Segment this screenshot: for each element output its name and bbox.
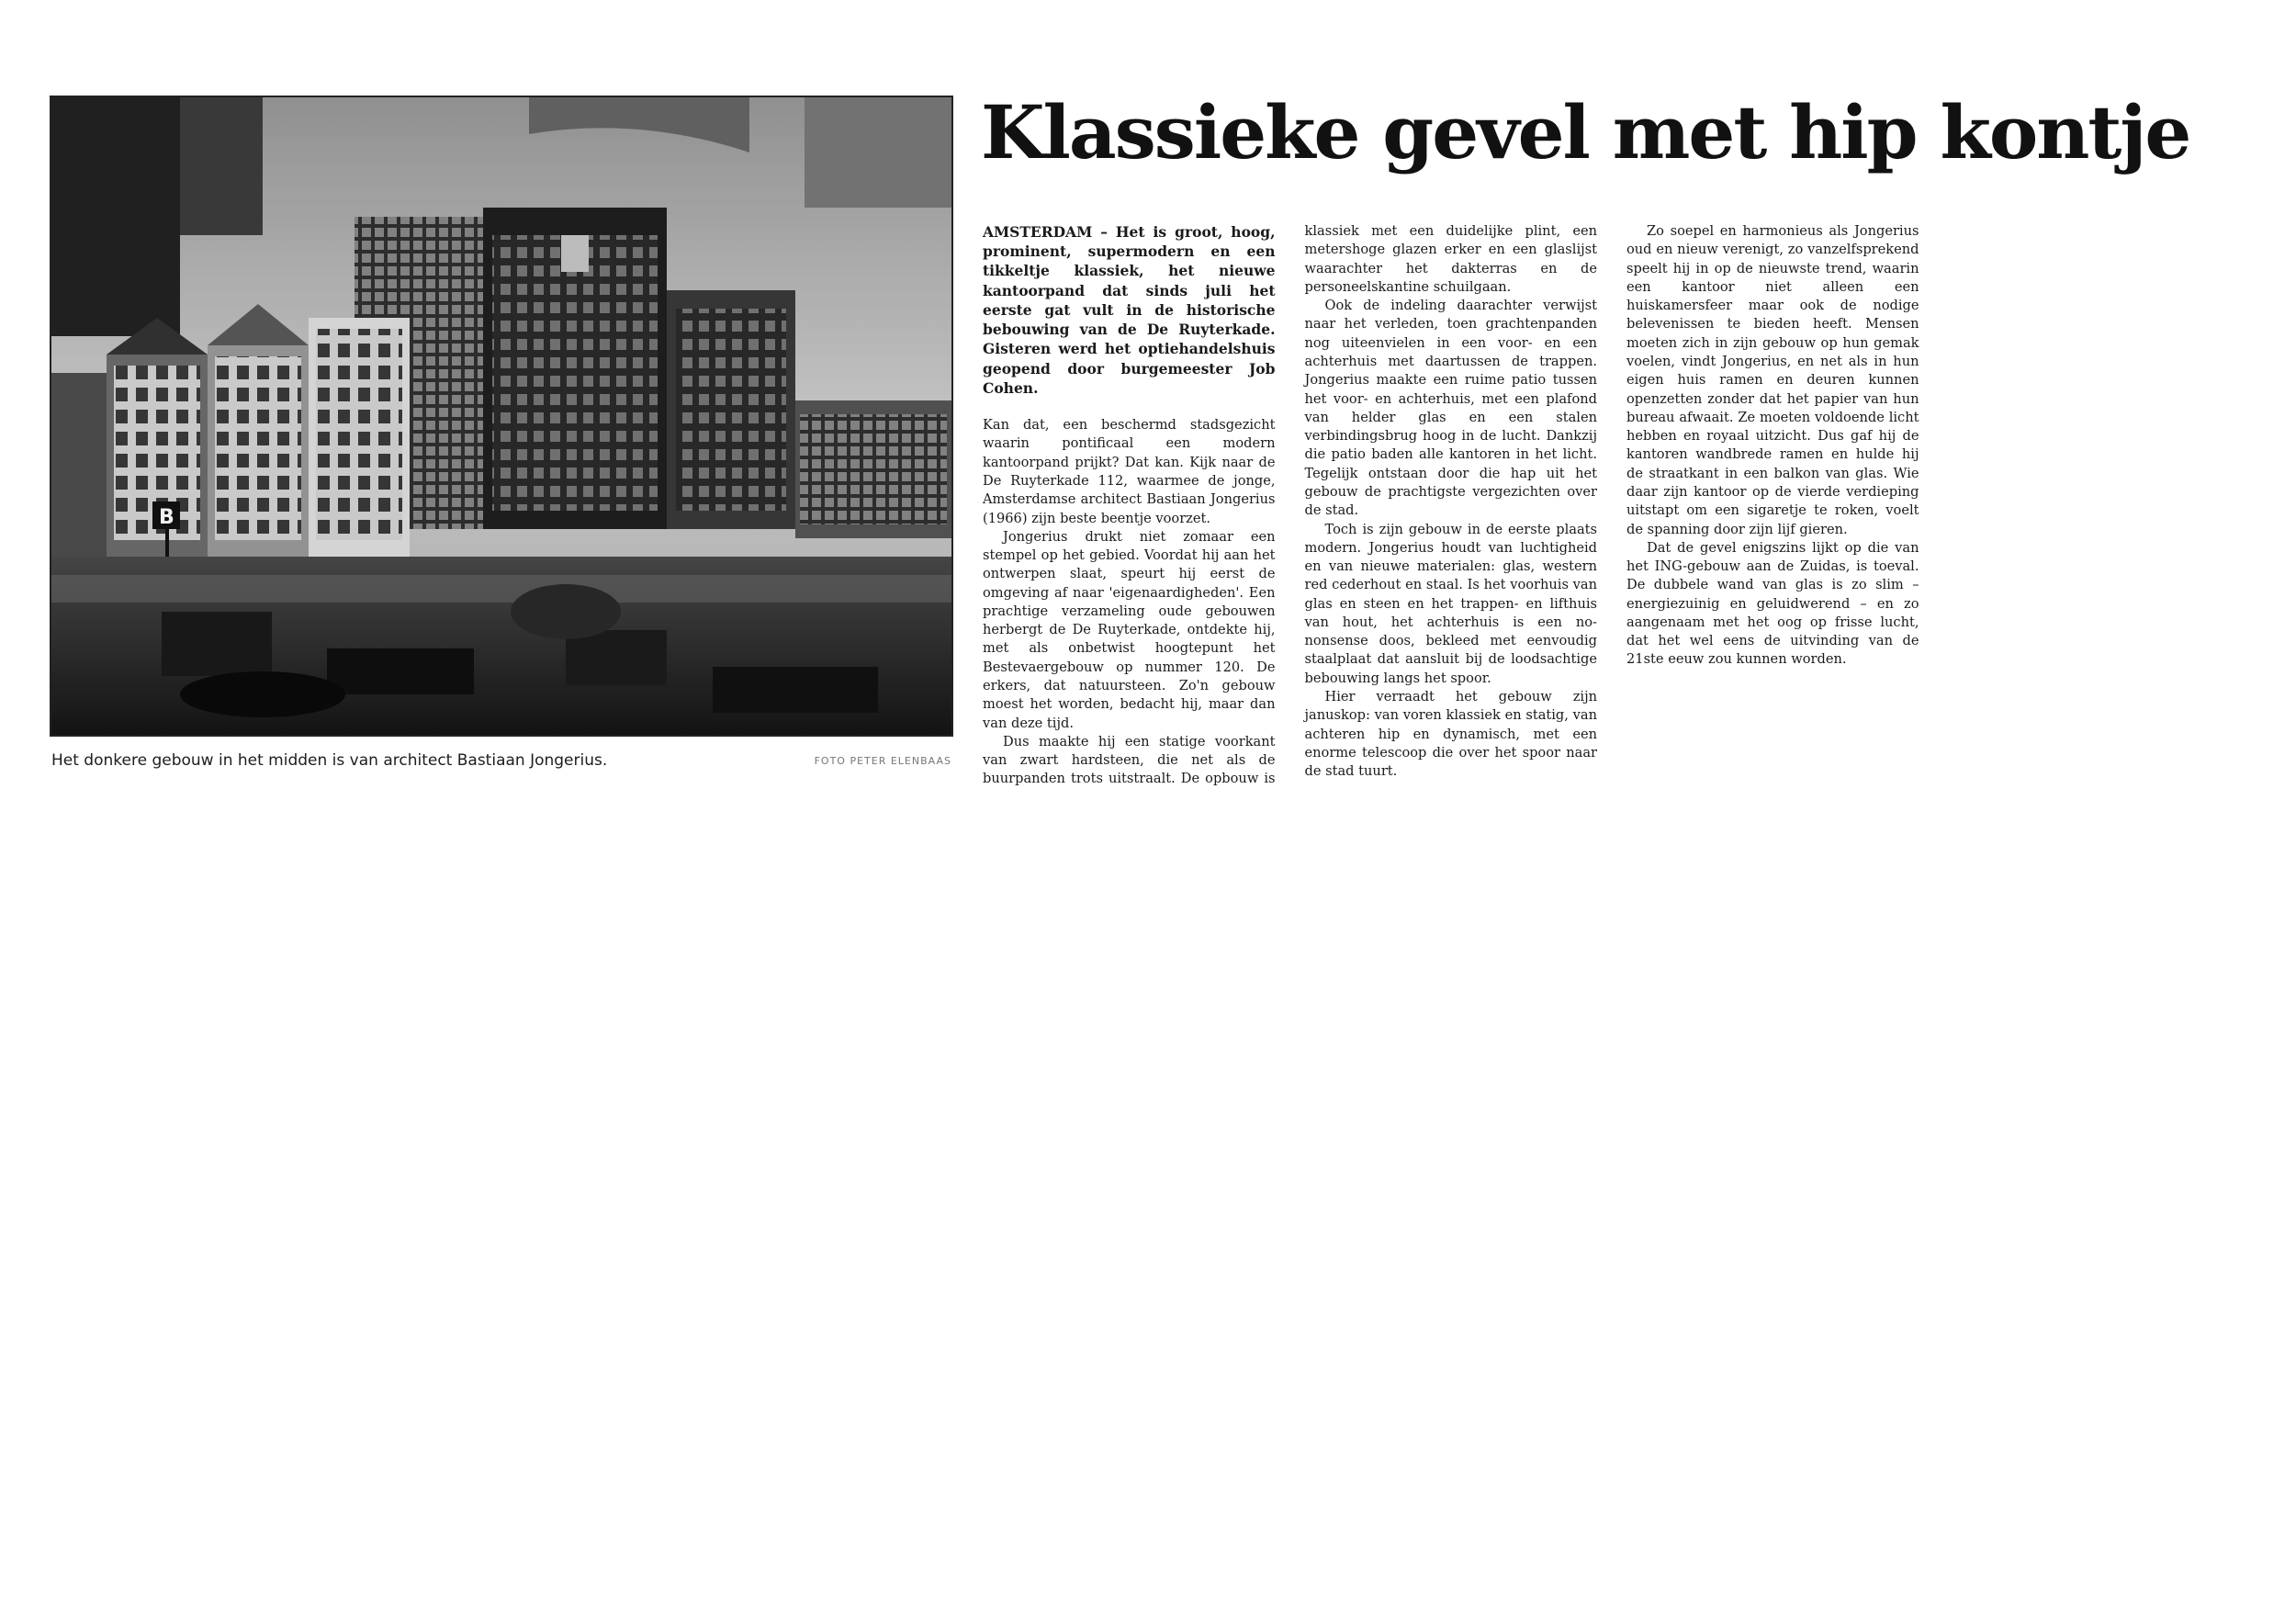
- article-lead: AMSTERDAM – Het is groot, hoog, prominent, supermodern en een tikkeltje klassiek, het nieuwe kantoorpand dat sinds juli het eerste gat vult in de historische bebouwing van de De Ruyterkade. Gisteren werd het optiehandelshuis geopend door burgemeester Job Cohen.: [983, 223, 1276, 397]
- article-paragraph: Jongerius drukt niet zomaar een stempel op het gebied. Voordat hij aan het ontwerpen slaat, speurt hij eerst de omgeving af naar 'eigenaardigheden'. Een prachtige verzameling oude gebouwen herbergt de De Ruyterkade, ontdekte hij, met als onbetwist hoogtepunt het Bestevaergebouw op nummer 120. De erkers, dat natuursteen. Zo'n gebouw moest het worden, bedacht hij, maar dan van deze tijd.: [983, 528, 1276, 731]
- photo-credit: FOTO PETER ELENBAAS: [814, 755, 951, 767]
- street-scene-illustration: [51, 97, 951, 735]
- photo-caption: Het donkere gebouw in het midden is van architect Bastiaan Jongerius.: [51, 751, 608, 770]
- article-paragraph: Ook de indeling daarachter verwijst naar het verleden, toen grachtenpanden nog uiteenvielen in een voor- en een achterhuis met daartussen de trappen. Jongerius maakte een ruime patio tussen het voor- en achterhuis, met een plafond van helder glas en een stalen verbindingsbrug hoog in de lucht. Dankzij die patio baden alle kantoren in het licht. Tegelijk ontstaan door die hap uit het gebouw de prachtigste vergezichten over de stad.: [1304, 298, 1597, 519]
- article-body: [983, 222, 2241, 792]
- article-paragraph: Kan dat, een beschermd stadsgezicht waarin pontificaal een modern kantoorpand prijkt? Dat kan. Kijk naar de De Ruyterkade 112, waarmee de jonge, Amsterdamse architect Bastiaan Jongerius (1966) zijn beste beentje voorzet.: [983, 417, 1276, 526]
- article-paragraph: Hier verraadt het gebouw zijn januskop: van voren klassiek en statig, van achteren hip en dynamisch, met een enorme telescoop die over het spoor naar de stad tuurt.: [1304, 689, 1597, 780]
- newspaper-photo: [50, 96, 953, 737]
- article-paragraph: Toch is zijn gebouw in de eerste plaats modern. Jongerius houdt van luchtigheid en van nieuwe materialen: glas, western red cederhout en staal. Is het voorhuis van glas en steen en het trappen- en lifthuis van hout, het achterhuis is een no-nonsense doos, bekleed met eenvoudig staalplaat dat aansluit bij de loodsachtige bebouwing langs het spoor.: [1304, 521, 1597, 686]
- sign-letter: B: [159, 506, 174, 529]
- headline: Klassieke gevel met hip kontje: [981, 89, 2190, 175]
- article-paragraph: Zo soepel en harmonieus als Jongerius oud en nieuw verenigt, zo vanzelfsprekend speelt hij in op de nieuwste trend, waarin een kantoor niet alleen een huiskamersfeer maar ook de nodige belevenissen te bieden heeft. Mensen moeten zich in zijn gebouw op hun gemak voelen, vindt Jongerius, en net als in hun eigen huis ramen en deuren kunnen openzetten zonder dat het papier van hun bureau afwaait. Ze moeten voldoende licht hebben en royaal uitzicht. Dus gaf hij de kantoren wandbrede ramen en hulde hij de straatkant in een balkon van glas. Wie daar zijn kantoor op de vierde verdieping uitstapt om een sigaretje te roken, voelt de spanning door zijn lijf gieren.: [1626, 223, 1919, 537]
- article-paragraph: Dus maakte hij een statige voorkant van zwart hardsteen, die net als de buurpanden trots uitstraalt. De opbouw is klassiek met een duidelijke plint, een metershoge glazen erker en een glaslijst waarachter het dakterras en de personeelskantine schuilgaan.: [983, 223, 1597, 787]
- article-paragraph: Dat de gevel enigszins lijkt op die van het ING-gebouw aan de Zuidas, is toeval. De dubbele wand van glas is zo slim – energiezuinig en geluidwerend – en zo aangenaam met het oog op frisse lucht, dat het wel eens de uitvinding van de 21ste eeuw zou kunnen worden.: [1626, 539, 1919, 668]
